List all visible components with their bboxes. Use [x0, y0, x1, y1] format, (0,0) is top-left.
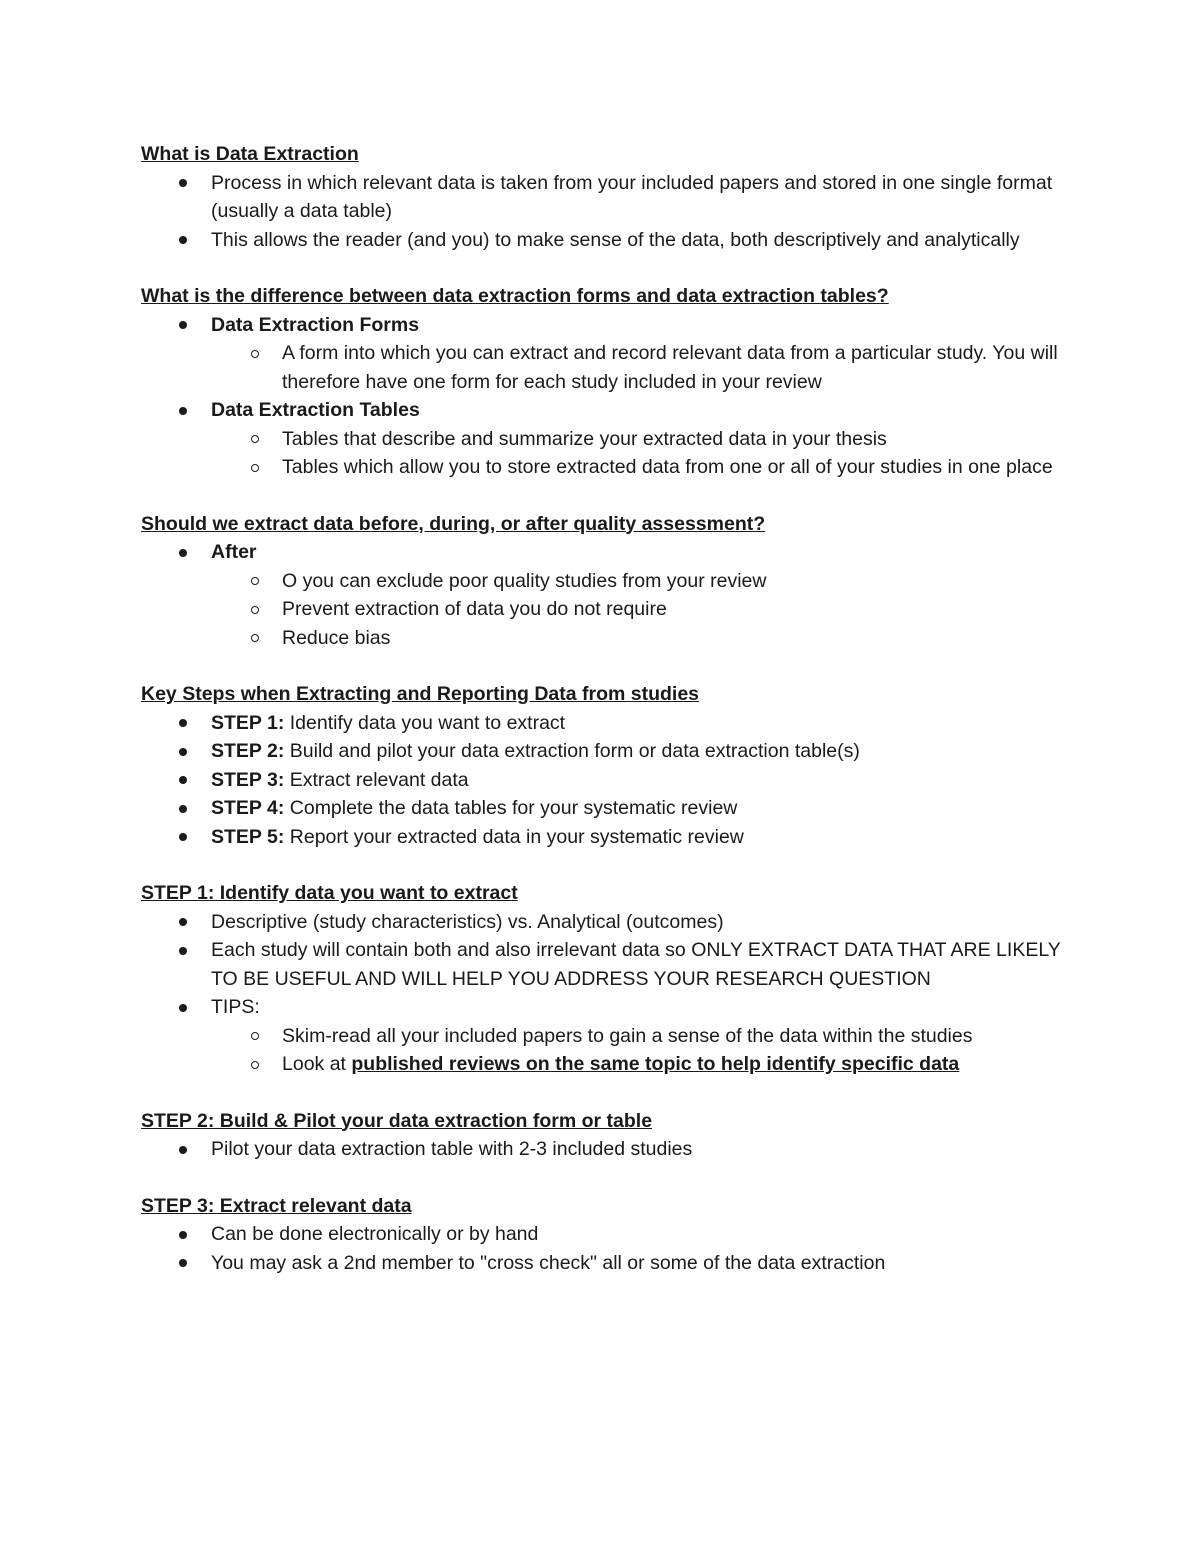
bullet-list [141, 169, 1061, 255]
list-item-text: Process in which relevant data is taken from your included papers and stored in one single format (usually a data table) [211, 171, 1053, 222]
filled-bullet-icon [179, 1004, 187, 1012]
hollow-bullet-icon [251, 1032, 259, 1040]
filled-bullet-icon [179, 719, 187, 727]
step-item [141, 794, 1061, 823]
section-extract-timing [141, 510, 1061, 653]
list-item [141, 226, 1061, 255]
step-item [141, 823, 1061, 852]
step-text: Report your extracted data in your systematic review [284, 825, 744, 848]
section-step-1 [141, 879, 1061, 1079]
sub-list-item [141, 1022, 1061, 1051]
section-heading: STEP 1: Identify data you want to extract [141, 882, 518, 904]
filled-bullet-icon [179, 179, 187, 187]
hollow-bullet-icon [251, 606, 259, 614]
hollow-bullet-icon [251, 350, 259, 358]
bullet-list [141, 311, 1061, 482]
document-page [141, 140, 1061, 1277]
bullet-list [141, 908, 1061, 1079]
list-item [141, 311, 1061, 340]
filled-bullet-icon [179, 805, 187, 813]
list-item [141, 538, 1061, 567]
list-item-label: Data Extraction Forms [211, 313, 420, 336]
filled-bullet-icon [179, 1146, 187, 1154]
sub-list-item [141, 453, 1061, 482]
sub-list-item [141, 425, 1061, 454]
filled-bullet-icon [179, 1259, 187, 1267]
list-item-text: A form into which you can extract and record relevant data from a particular study. You will therefore have one form for each study included in your review [282, 342, 1058, 393]
section-heading: What is the difference between data extraction forms and data extraction tables? [141, 285, 889, 307]
list-item [141, 936, 1061, 993]
list-item-text: Reduce bias [282, 626, 391, 649]
section-heading: What is Data Extraction [141, 143, 359, 165]
list-item [141, 169, 1061, 226]
sub-list-item [141, 339, 1061, 396]
filled-bullet-icon [179, 918, 187, 926]
list-item [141, 1220, 1061, 1249]
step-item [141, 737, 1061, 766]
list-item-text: Tables that describe and summarize your extracted data in your thesis [282, 427, 887, 450]
filled-bullet-icon [179, 776, 187, 784]
filled-bullet-icon [179, 947, 187, 955]
step-text: Build and pilot your data extraction form or data extraction table(s) [284, 740, 860, 762]
section-heading: STEP 3: Extract relevant data [141, 1194, 412, 1217]
section-heading: Should we extract data before, during, or after quality assessment? [141, 512, 766, 535]
list-item [141, 1135, 1061, 1164]
step-label: STEP 4: [211, 797, 285, 819]
list-item-label: Data Extraction Tables [211, 399, 420, 421]
hollow-bullet-icon [251, 1061, 259, 1069]
emphasized-text: published reviews on the same topic to help identify specific data [351, 1053, 960, 1075]
list-item-text: Can be done electronically or by hand [211, 1223, 539, 1245]
list-item [141, 908, 1061, 937]
section-key-steps [141, 680, 1061, 851]
section-step-3 [141, 1192, 1061, 1278]
sub-list-item [141, 567, 1061, 596]
section-forms-vs-tables [141, 282, 1061, 482]
list-item-label: After [211, 541, 257, 563]
list-item-text: Skim-read all your included papers to gain a sense of the data within the studies [282, 1024, 973, 1047]
step-item [141, 766, 1061, 795]
list-item-text: Prevent extraction of data you do not require [282, 598, 667, 620]
section-what-is-data-extraction [141, 140, 1061, 254]
list-item-text: O you can exclude poor quality studies from your review [282, 569, 767, 592]
filled-bullet-icon [179, 748, 187, 756]
bullet-list [141, 709, 1061, 852]
step-text: Identify data you want to extract [284, 711, 566, 734]
section-heading: STEP 2: Build & Pilot your data extraction form or table [141, 1109, 653, 1132]
sub-list-item [141, 624, 1061, 653]
list-item-text: Pilot your data extraction table with 2-3 included studies [211, 1138, 693, 1160]
filled-bullet-icon [179, 407, 187, 415]
section-heading: Key Steps when Extracting and Reporting Data from studies [141, 683, 700, 705]
bullet-list [141, 1220, 1061, 1277]
step-text: Complete the data tables for your systematic review [284, 797, 738, 819]
hollow-bullet-icon [251, 464, 259, 472]
step-label: STEP 3: [211, 768, 285, 791]
step-text: Extract relevant data [284, 768, 469, 791]
filled-bullet-icon [179, 236, 187, 244]
list-item-text: Each study will contain both and also irrelevant data so ONLY EXTRACT DATA THAT ARE LIKELY TO BE USEFUL AND WILL HELP YOU ADDRESS YOUR RESEARCH QUESTION [211, 939, 1061, 990]
step-label: STEP 5: [211, 825, 285, 848]
list-item-text: Descriptive (study characteristics) vs. Analytical (outcomes) [211, 910, 724, 933]
step-label: STEP 1: [211, 711, 285, 734]
list-item [141, 1249, 1061, 1278]
list-item-text: This allows the reader (and you) to make sense of the data, both descriptively and analytically [211, 228, 1020, 251]
step-item [141, 709, 1061, 738]
sub-list-item [141, 595, 1061, 624]
hollow-bullet-icon [251, 577, 259, 585]
list-item-text: Tables which allow you to store extracted data from one or all of your studies in one place [282, 456, 1053, 478]
list-item-text: TIPS: [211, 996, 260, 1018]
hollow-bullet-icon [251, 435, 259, 443]
hollow-bullet-icon [251, 634, 259, 642]
list-item [141, 396, 1061, 425]
bullet-list [141, 538, 1061, 652]
filled-bullet-icon [179, 321, 187, 329]
list-item [141, 993, 1061, 1022]
filled-bullet-icon [179, 833, 187, 841]
sub-list-item [141, 1050, 1061, 1079]
bullet-list [141, 1135, 1061, 1164]
step-label: STEP 2: [211, 740, 285, 762]
section-step-2 [141, 1107, 1061, 1164]
list-item-text: You may ask a 2nd member to "cross check" all or some of the data extraction [211, 1251, 886, 1274]
list-item-text: Look at [282, 1053, 352, 1075]
filled-bullet-icon [179, 549, 187, 557]
filled-bullet-icon [179, 1231, 187, 1239]
